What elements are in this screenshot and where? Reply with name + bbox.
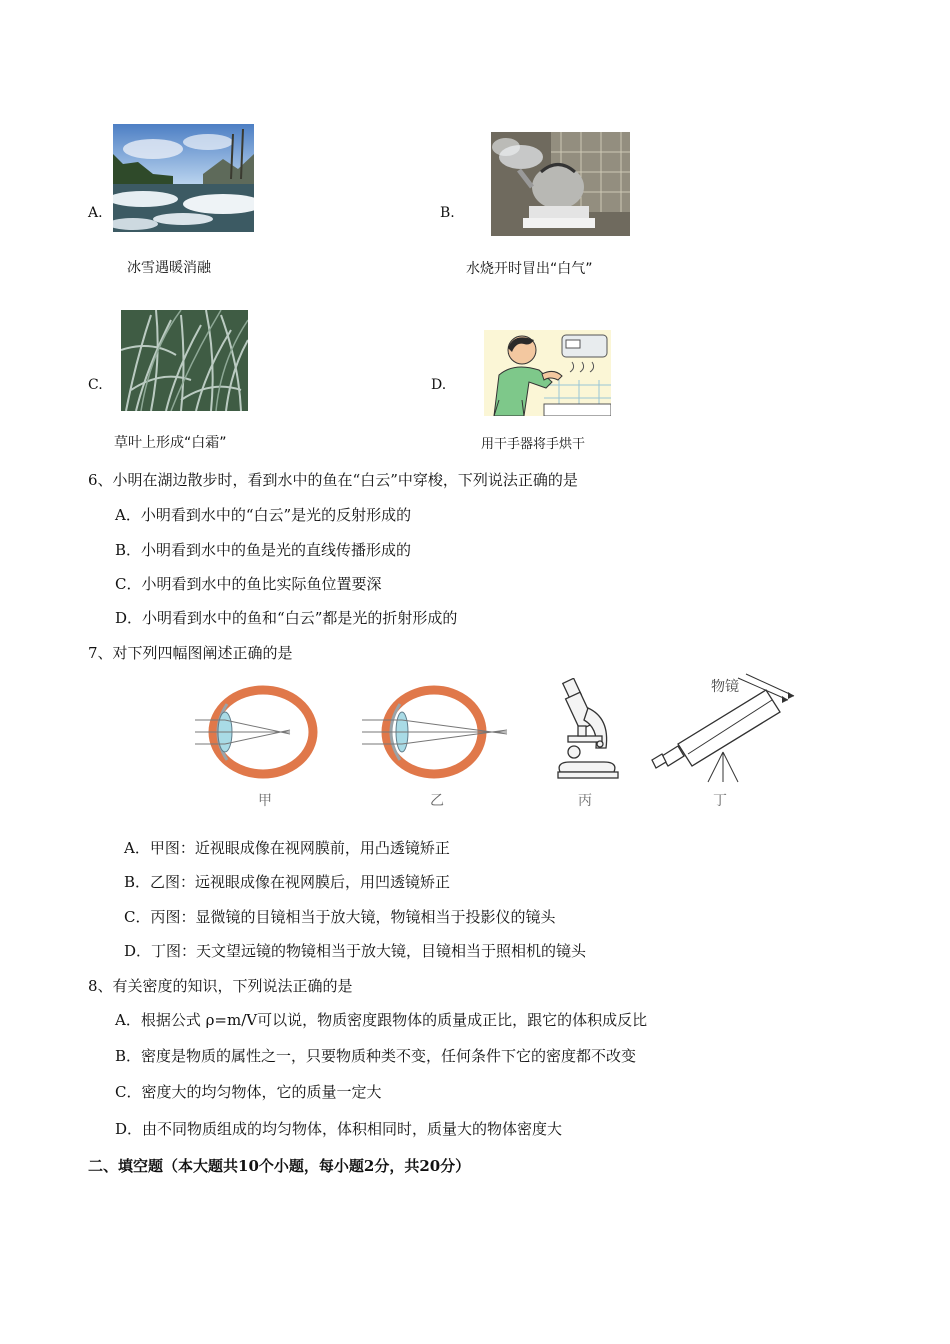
option-caption-a: 冰雪遇暖消融 <box>127 260 211 276</box>
question-7-option-a: A．甲图：近视眼成像在视网膜前，用凸透镜矫正 <box>124 839 450 857</box>
question-7-option-b: B．乙图：远视眼成像在视网膜后，用凹透镜矫正 <box>124 873 451 891</box>
question-6-option-b: B．小明看到水中的鱼是光的直线传播形成的 <box>115 541 412 559</box>
microscope-diagram <box>550 678 624 782</box>
question-6-option-a: A．小明看到水中的“白云”是光的反射形成的 <box>115 506 412 524</box>
question-8-option-b: B．密度是物质的属性之一，只要物质种类不变，任何条件下它的密度都不改变 <box>115 1047 637 1065</box>
section-2-heading: 二、填空题（本大题共10个小题，每小题2分，共20分） <box>88 1157 471 1175</box>
illustration-hand-dryer <box>484 330 611 416</box>
photo-boiling-kettle <box>491 132 630 236</box>
option-letter-c: C. <box>88 377 103 393</box>
photo-frost-grass <box>121 310 248 411</box>
option-letter-a: A. <box>88 205 103 221</box>
objective-lens-label: 物镜 <box>711 679 739 695</box>
question-8-option-a: A．根据公式 ρ=m/V可以说，物质密度跟物体的质量成正比，跟它的体积成反比 <box>115 1011 648 1029</box>
question-8-option-c: C．密度大的均匀物体，它的质量一定大 <box>115 1083 382 1101</box>
microscope-label-bing: 丙 <box>578 793 592 809</box>
option-caption-b: 水烧开时冒出“白气” <box>466 261 593 277</box>
eye-diagram-jia <box>195 682 320 782</box>
question-6-option-c: C．小明看到水中的鱼比实际鱼位置要深 <box>115 575 382 593</box>
question-8-stem: 8、有关密度的知识，下列说法正确的是 <box>88 977 353 995</box>
question-8-option-d: D．由不同物质组成的均匀物体，体积相同时，质量大的物体密度大 <box>115 1120 563 1138</box>
option-caption-d: 用干手器将手烘干 <box>481 437 586 452</box>
telescope-label-ding: 丁 <box>713 793 727 809</box>
question-7-option-c: C．丙图：显微镜的目镜相当于放大镜，物镜相当于投影仪的镜头 <box>124 908 556 926</box>
photo-melting-snow <box>113 124 254 232</box>
option-letter-d: D. <box>431 377 447 393</box>
question-6-stem: 6、小明在湖边散步时，看到水中的鱼在“白云”中穿梭，下列说法正确的是 <box>88 471 578 489</box>
question-7-option-d: D．丁图：天文望远镜的物镜相当于放大镜，目镜相当于照相机的镜头 <box>124 942 587 960</box>
eye-label-yi: 乙 <box>430 793 444 809</box>
question-6-option-d: D．小明看到水中的鱼和“白云”都是光的折射形成的 <box>115 609 458 627</box>
telescope-diagram <box>648 672 798 784</box>
option-caption-c: 草叶上形成“白霜” <box>114 435 227 451</box>
question-7-stem: 7、对下列四幅图阐述正确的是 <box>88 644 293 662</box>
option-letter-b: B. <box>440 205 455 221</box>
eye-diagram-yi <box>362 682 512 782</box>
eye-label-jia: 甲 <box>258 793 272 809</box>
